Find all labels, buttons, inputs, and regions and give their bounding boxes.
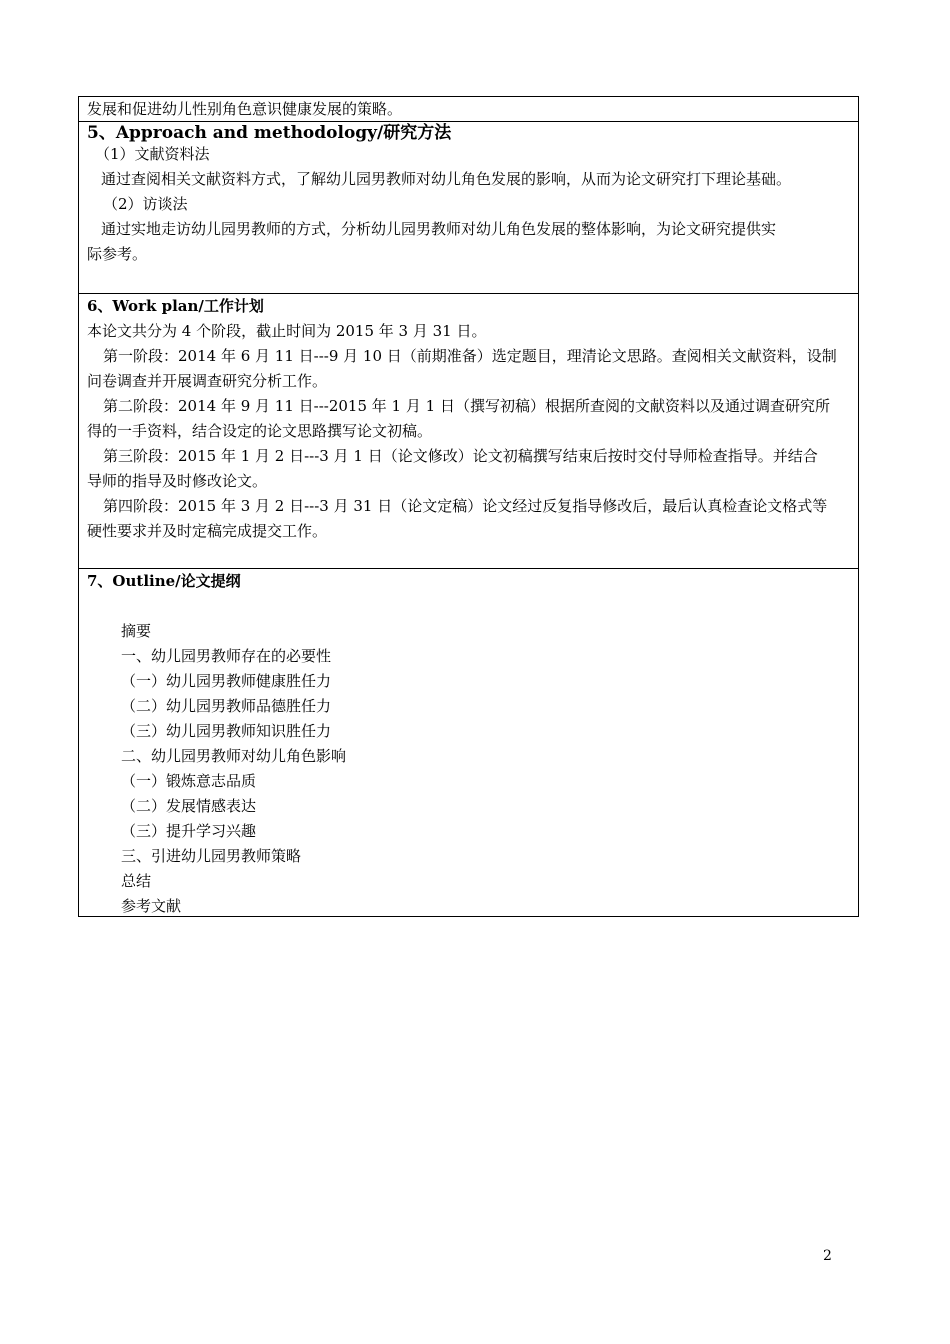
plan-stage-cont: 导师的指导及时修改论文。	[87, 472, 268, 490]
outline-item: （一）幼儿园男教师健康胜任力	[121, 672, 332, 690]
plan-stage: 第一阶段：2014 年 6 月 11 日---9 月 10 日（前期准备）选定题目，理清论文思路。查阅相关文献资料，设制	[103, 347, 837, 365]
plan-stage-cont: 得的一手资料，结合设定的论文思路撰写论文初稿。	[87, 422, 433, 440]
outline-item: （三）提升学习兴趣	[121, 822, 257, 840]
outline-item: （二）幼儿园男教师品德胜任力	[121, 697, 332, 715]
section-approach-methodology	[78, 121, 859, 294]
method-description: 通过查阅相关文献资料方式，了解幼儿园男教师对幼儿角色发展的影响，从而为论文研究打下理论基础。	[101, 170, 792, 188]
outline-item: （一）锻炼意志品质	[121, 772, 257, 790]
plan-intro: 本论文共分为 4 个阶段，截止时间为 2015 年 3 月 31 日。	[87, 322, 487, 340]
method-label: （1）文献资料法	[95, 145, 210, 163]
method-description-cont: 际参考。	[87, 245, 148, 263]
section-title: 6、Work plan/工作计划	[87, 297, 264, 315]
method-label: （2）访谈法	[103, 195, 188, 213]
outline-item: 二、幼儿园男教师对幼儿角色影响	[121, 747, 347, 765]
outline-item: 摘要	[121, 622, 152, 640]
section-work-plan	[78, 293, 859, 569]
plan-stage-cont: 硬性要求并及时定稿完成提交工作。	[87, 522, 328, 540]
plan-stage-cont: 问卷调查并开展调查研究分析工作。	[87, 372, 328, 390]
section-title: 5、Approach and methodology/研究方法	[87, 123, 452, 143]
continuation-cell	[78, 96, 859, 122]
page-number: 2	[823, 1248, 832, 1264]
outline-item: 一、幼儿园男教师存在的必要性	[121, 647, 332, 665]
outline-item: （二）发展情感表达	[121, 797, 257, 815]
outline-item: 参考文献	[121, 897, 182, 915]
plan-stage: 第三阶段：2015 年 1 月 2 日---3 月 1 日（论文修改）论文初稿撰写结束后按时交付导师检查指导。并结合	[103, 447, 818, 465]
plan-stage: 第四阶段：2015 年 3 月 2 日---3 月 31 日（论文定稿）论文经过反复指导修改后，最后认真检查论文格式等	[103, 497, 828, 515]
method-description: 通过实地走访幼儿园男教师的方式，分析幼儿园男教师对幼儿角色发展的整体影响，为论文研究提供实	[101, 220, 777, 238]
section-title: 7、Outline/论文提纲	[87, 572, 241, 590]
outline-item: 总结	[121, 872, 152, 890]
outline-item: 三、引进幼儿园男教师策略	[121, 847, 302, 865]
plan-stage: 第二阶段：2014 年 9 月 11 日---2015 年 1 月 1 日（撰写初稿）根据所查阅的文献资料以及通过调查研究所	[103, 397, 830, 415]
section-outline	[78, 568, 859, 917]
outline-item: （三）幼儿园男教师知识胜任力	[121, 722, 332, 740]
continuation-text: 发展和促进幼儿性别角色意识健康发展的策略。	[87, 100, 403, 118]
